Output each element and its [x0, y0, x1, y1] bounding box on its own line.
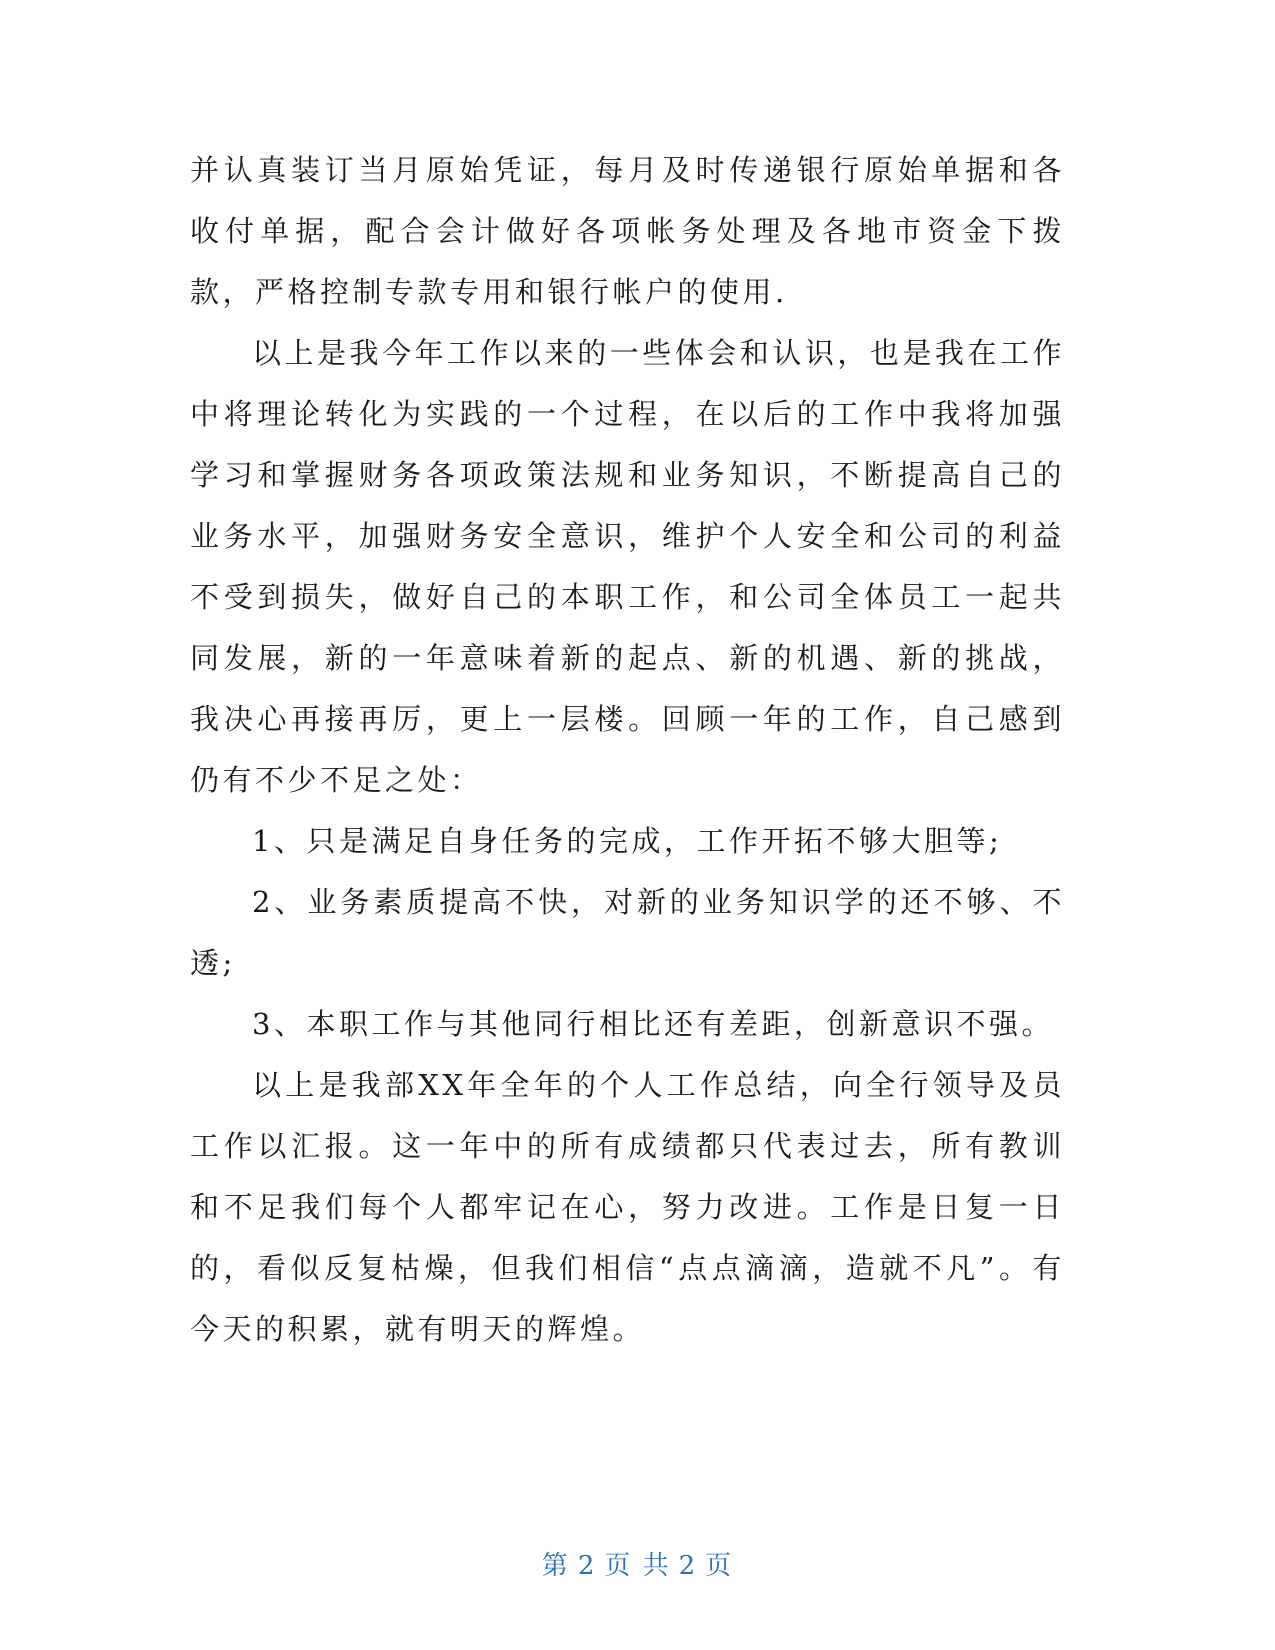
list-item-2: 2、业务素质提高不快，对新的业务知识学的还不够、不透; [190, 885, 1065, 980]
footer-label-end: 页 [705, 1551, 734, 1581]
paragraph-2: 以上是我今年工作以来的一些体会和认识，也是我在工作中将理论转化为实践的一个过程，在以后的工作中我将加强学习和掌握财务各项政策法规和业务知识，不断提高自己的业务水平，加强财务安全意识，维护个人安全和公司的利益不受到损失，做好自己的本职工作，和公司全体员工一起共同发展，新的一年意味着新的起点、新的机遇、新的挑战，我决心再接再厉，更上一层楼。回顾一年的工作，自己感到仍有不少不足之处： [190, 336, 1065, 797]
document-body [190, 140, 1065, 1360]
footer-label-page: 第 [541, 1551, 570, 1581]
footer-total-pages: 2 [678, 1551, 698, 1581]
footer-current-page: 2 [577, 1551, 597, 1581]
paragraph-1: 并认真装订当月原始凭证，每月及时传递银行原始单据和各收付单据，配合会计做好各项帐务处理及各地市资金下拨款，严格控制专款专用和银行帐户的使用. [190, 153, 1065, 309]
list-item-3: 3、本职工作与其他同行相比还有差距，创新意识不强。 [252, 1007, 1054, 1041]
footer-label-of: 页 共 [604, 1551, 671, 1581]
list-item-1: 1、只是满足自身任务的完成，工作开拓不够大胆等; [252, 824, 1003, 858]
paragraph-closing: 以上是我部XX年全年的个人工作总结，向全行领导及员工作以汇报。这一年中的所有成绩都只代表过去，所有教训和不足我们每个人都牢记在心，努力改进。工作是日复一日的，看似反复枯燥，但我们相信“点点滴滴，造就不凡”。有今天的积累，就有明天的辉煌。 [190, 1068, 1065, 1346]
page-footer [0, 1545, 1275, 1582]
